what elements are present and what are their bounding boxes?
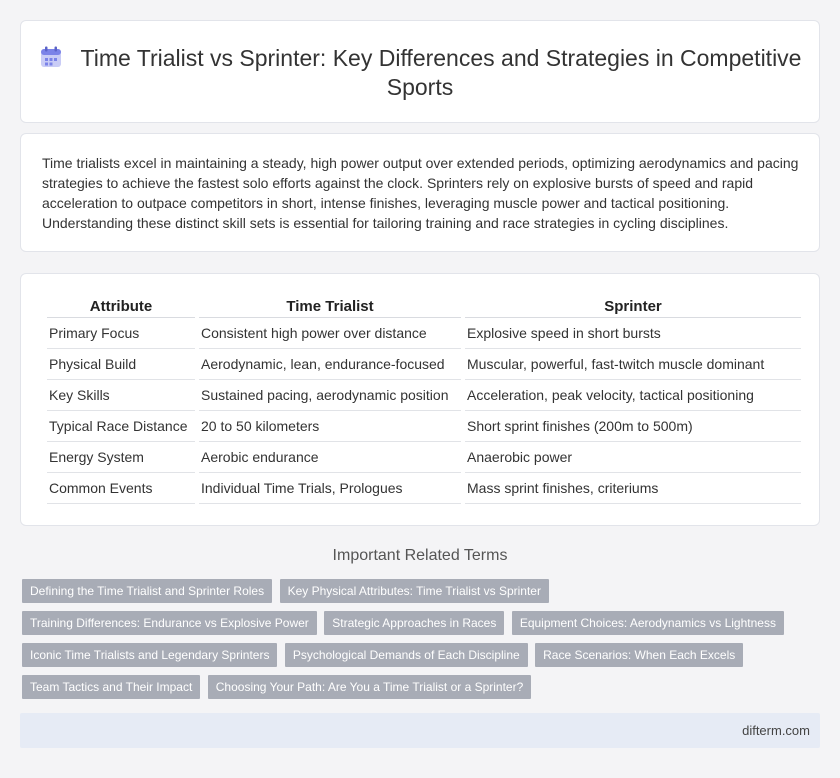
table-cell: Aerodynamic, lean, endurance-focused [199,349,461,380]
table-row [47,318,801,349]
related-term-tag[interactable]: Psychological Demands of Each Discipline [285,643,528,667]
related-term-tag[interactable]: Strategic Approaches in Races [324,611,504,635]
table-row [47,380,801,411]
table-cell: Key Skills [47,380,195,411]
table-row [47,349,801,380]
related-term-tag[interactable]: Team Tactics and Their Impact [22,675,200,699]
related-terms-heading: Important Related Terms [332,547,508,564]
tag-row [22,611,802,635]
related-term-tag[interactable]: Training Differences: Endurance vs Explosive Power [22,611,317,635]
page-title-block [21,44,819,102]
table-row [47,442,801,473]
related-term-tag[interactable]: Equipment Choices: Aerodynamics vs Lightness [512,611,784,635]
header-time-trialist: Time Trialist [199,296,461,318]
table-row [47,411,801,442]
related-term-tag[interactable]: Iconic Time Trialists and Legendary Sprinters [22,643,277,667]
table-cell: Sustained pacing, aerodynamic position [199,380,461,411]
comparison-table-card [20,273,820,526]
comparison-table [43,296,805,504]
footer-bar [20,713,820,748]
table-cell: Aerobic endurance [199,442,461,473]
table-cell: Acceleration, peak velocity, tactical positioning [465,380,801,411]
table-cell: Explosive speed in short bursts [465,318,801,349]
table-cell: 20 to 50 kilometers [199,411,461,442]
table-cell: Energy System [47,442,195,473]
related-term-tag[interactable]: Key Physical Attributes: Time Trialist vs Sprinter [280,579,549,603]
table-header-row [47,296,801,318]
related-term-tag[interactable]: Choosing Your Path: Are You a Time Trialist or a Sprinter? [208,675,532,699]
header-sprinter: Sprinter [465,296,801,318]
tag-row [22,675,802,699]
table-cell: Mass sprint finishes, criteriums [465,473,801,504]
table-cell: Muscular, powerful, fast-twitch muscle dominant [465,349,801,380]
table-cell: Primary Focus [47,318,195,349]
table-cell: Common Events [47,473,195,504]
table-cell: Physical Build [47,349,195,380]
table-cell: Consistent high power over distance [199,318,461,349]
table-cell: Anaerobic power [465,442,801,473]
header-attribute: Attribute [47,296,195,318]
table-cell: Typical Race Distance [47,411,195,442]
related-term-tag[interactable]: Race Scenarios: When Each Excels [535,643,743,667]
page-title: Time Trialist vs Sprinter: Key Differences and Strategies in Competitive Sports [80,45,802,100]
table-cell: Individual Time Trials, Prologues [199,473,461,504]
tag-row [22,579,802,603]
calendar-icon [39,45,63,69]
table-cell: Short sprint finishes (200m to 500m) [465,411,801,442]
tag-row [22,643,802,667]
intro-paragraph: Time trialists excel in maintaining a steady, high power output over extended periods, optimizing aerodynamics and pacing strategies to achieve the fastest solo efforts against the clock. Sprinters rely on explosive bursts of speed and rapid acceleration to outpace competitors in short, intense finishes, leveraging muscle power and tactical positioning. Understanding these distinct skill sets is essential for tailoring training and race strategies in cycling disciplines. [42,155,799,231]
table-row [47,473,801,504]
intro-card [20,133,820,252]
footer-site-link[interactable]: difterm.com [742,723,810,738]
header-card [20,20,820,123]
related-term-tag[interactable]: Defining the Time Trialist and Sprinter Roles [22,579,272,603]
related-terms-tags [22,579,802,707]
